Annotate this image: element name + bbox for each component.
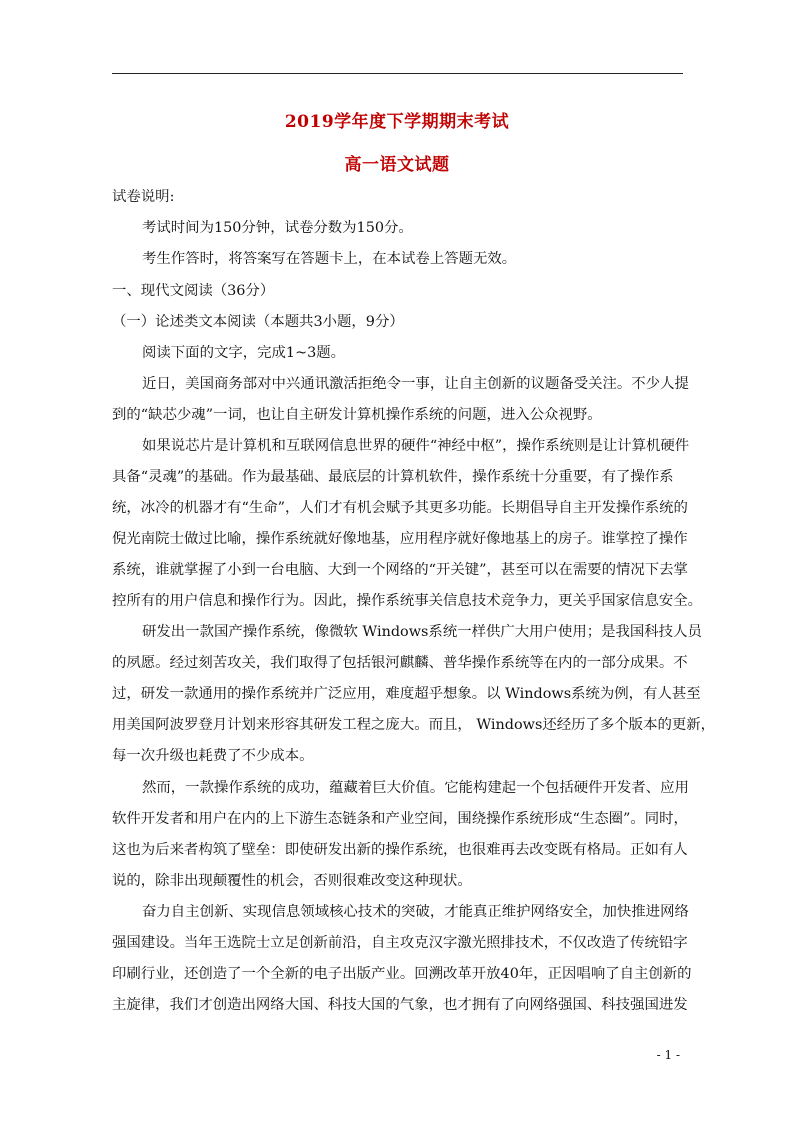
passage-line: 说的，除非出现颠覆性的机会，否则很难改变这种现状。 xyxy=(112,873,472,889)
passage-line: 每一次升级也耗费了不少成本。 xyxy=(112,748,314,764)
passage-line: 用美国阿波罗登月计划来形容其研发工程之庞大。而且， Windows还经历了多个版本的更新， xyxy=(112,717,716,733)
instruction-time: 考试时间为150分钟，试卷分数为150分。 xyxy=(142,220,413,236)
passage-line: 控所有的用户信息和操作行为。因此，操作系统事关信息技术竞争力，更关乎国家信息安全。 xyxy=(112,593,703,609)
passage-line: 的夙愿。经过刻苦攻关，我们取得了包括银河麒麟、普华操作系统等在内的一部分成果。不 xyxy=(112,655,688,671)
section-heading: 一、现代文阅读（36分） xyxy=(112,283,275,299)
instructions-heading: 试卷说明: xyxy=(112,189,175,205)
passage-line: 奋力自主创新、实现信息领域核心技术的突破，才能真正维护网络安全，加快推进网络 xyxy=(142,904,689,920)
passage-line: 近日，美国商务部对中兴通讯激活拒绝令一事，让自主创新的议题备受关注。不少人提 xyxy=(142,376,689,392)
passage-line: 过，研发一款通用的操作系统并广泛应用，难度超乎想象。以 Windows系统为例，有人甚至 xyxy=(112,686,701,702)
passage-line: 系统，谁就掌握了小到一台电脑、大到一个网络的“开关键”，甚至可以在需要的情况下去掌 xyxy=(112,562,688,578)
passage-line: 到的“缺芯少魂”一词，也让自主研发计算机操作系统的问题，进入公众视野。 xyxy=(112,407,602,423)
passage-line: 然而，一款操作系统的成功，蕴藏着巨大价值。它能构建起一个包括硬件开发者、应用 xyxy=(142,780,689,796)
passage-line: 印刷行业，还创造了一个全新的电子出版产业。回溯改革开放40年，正因唱响了自主创新的 xyxy=(112,966,692,982)
passage-line: 主旋律，我们才创造出网络大国、科技大国的气象，也才拥有了向网络强国、科技强国进发 xyxy=(112,997,688,1013)
passage-line: 研发出一款国产操作系统，像微软 Windows系统一样供广大用户使用；是我国科技人员 xyxy=(142,624,702,640)
passage-line: 这也为后来者构筑了壁垒：即使研发出新的操作系统，也很难再去改变既有格局。正如有人 xyxy=(112,842,688,858)
page-number: - 1 - xyxy=(656,1048,680,1062)
passage-line: 软件开发者和用户在内的上下游生态链条和产业空间，围绕操作系统形成“生态圈”。同时， xyxy=(112,811,688,827)
exam-subtitle: 高一语文试题 xyxy=(344,155,450,175)
reading-instruction: 阅读下面的文字，完成1~3题。 xyxy=(142,345,346,361)
passage-line: 强国建设。当年王选院士立足创新前沿，自主攻克汉字激光照排技术，不仅改造了传统铅字 xyxy=(112,935,688,951)
header-rule xyxy=(112,73,683,74)
exam-title: 2019学年度下学期期末考试 xyxy=(284,112,510,132)
passage-line: 统，冰冷的机器才有“生命”，人们才有机会赋予其更多功能。长期倡导自主开发操作系统的 xyxy=(112,500,688,516)
passage-line: 具备“灵魂”的基础。作为最基础、最底层的计算机软件，操作系统十分重要，有了操作系 xyxy=(112,469,674,485)
instruction-answer: 考生作答时，将答案写在答题卡上，在本试卷上答题无效。 xyxy=(142,251,517,267)
passage-line: 倪光南院士做过比喻，操作系统就好像地基，应用程序就好像地基上的房子。谁掌控了操作 xyxy=(112,531,688,547)
subsection-heading: （一）论述类文本阅读（本题共3小题，9分） xyxy=(112,314,404,330)
passage-line: 如果说芯片是计算机和互联网信息世界的硬件“神经中枢”，操作系统则是让计算机硬件 xyxy=(142,438,690,454)
